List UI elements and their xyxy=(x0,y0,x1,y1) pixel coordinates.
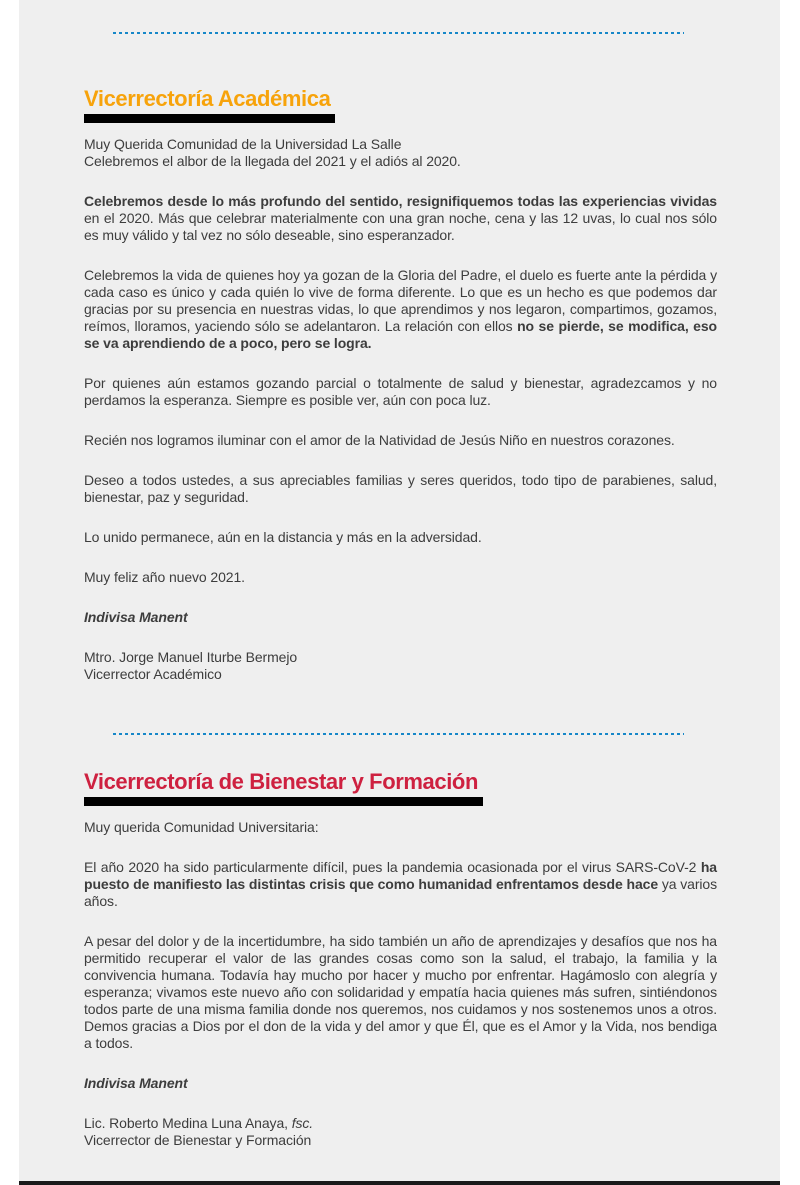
text-run: Vicerrector Académico xyxy=(84,666,222,682)
section-vicerrectoria-academica xyxy=(19,34,780,683)
paragraph xyxy=(84,859,717,910)
section-body-academica xyxy=(84,136,717,683)
paragraph xyxy=(84,1075,717,1092)
paragraph xyxy=(84,193,717,244)
text-run: Deseo a todos ustedes, a sus apreciables familias y seres queridos, todo tipo de parabienes, salud, bienestar, paz y seguridad. xyxy=(84,472,717,505)
text-run: Recién nos logramos iluminar con el amor de la Natividad de Jesús Niño en nuestros corazones. xyxy=(84,432,675,448)
text-run: ya varios años. xyxy=(84,876,717,909)
section-body-bienestar xyxy=(84,819,717,1149)
paragraph xyxy=(84,933,717,1052)
text-run: en el 2020. Más que celebrar materialmente con una gran noche, cena y las 12 uvas, lo cual nos sólo es muy válido y tal vez no sólo deseable, sino esperanzador. xyxy=(84,210,717,243)
text-run: fsc. xyxy=(291,1115,314,1131)
text-run: Mtro. Jorge Manuel Iturbe Bermejo xyxy=(84,649,298,665)
text-run: El año 2020 ha sido particularmente difícil, pues la pandemia ocasionada por el virus SARS-CoV-2 xyxy=(84,859,701,875)
section-title-academica: Vicerrectoría Académica xyxy=(84,86,331,111)
newsletter-page xyxy=(19,0,780,1185)
paragraph xyxy=(84,609,717,626)
text-run: Por quienes aún estamos gozando parcial o totalmente de salud y bienestar, agradezcamos y no perdamos la esperanza. Siempre es posible ver, aún con poca luz. xyxy=(84,375,717,408)
next-section-top-edge xyxy=(19,1181,780,1185)
paragraph xyxy=(84,649,717,683)
paragraph xyxy=(84,432,717,449)
section-header-bienestar xyxy=(84,770,478,806)
text-run: Muy querida Comunidad Universitaria: xyxy=(84,819,319,835)
paragraph xyxy=(84,136,717,170)
title-underline-bar xyxy=(84,114,335,123)
text-run: no se pierde, se modifica, eso se va aprendiendo de a poco, pero se logra. xyxy=(84,318,717,351)
text-run: Celebremos la vida de quienes hoy ya gozan de la Gloria del Padre, el duelo es fuerte ante la pérdida y cada caso es único y cada quién lo vive de forma diferente. Lo que es un hecho es que podemos dar gracias por su presencia en nuestras vidas, lo que aprendimos y nos legaron, compartimos, gozamos, reímos, lloramos, yaciendo sólo se adelantaron. La relación con ellos xyxy=(84,267,717,334)
text-run: Muy Querida Comunidad de la Universidad La Salle xyxy=(84,136,402,152)
section-header-academica xyxy=(84,87,330,123)
paragraph xyxy=(84,472,717,506)
paragraph xyxy=(84,529,717,546)
section-vicerrectoria-bienestar xyxy=(19,735,780,1149)
text-run: Lic. Roberto Medina Luna Anaya, xyxy=(84,1115,292,1131)
text-run: A pesar del dolor y de la incertidumbre, ha sido también un año de aprendizajes y desafíos que nos ha permitido recuperar el valor de las grandes cosas como son la salud, el trabajo, la familia y la convivencia humana. Todavía hay mucho por hacer y mucho por enfrentar. Hagámoslo con alegría y esperanza; vivamos este nuevo año con solidaridad y empatía hacia quienes más sufren, sintiéndonos todos parte de una misma familia donde nos queremos, nos cuidamos y nos sostenemos unos a otros. Demos gracias a Dios por el don de la vida y del amor y que Él, que es el Amor y la Vida, nos bendiga a todos. xyxy=(84,933,717,1051)
section-title-bienestar: Vicerrectoría de Bienestar y Formación xyxy=(84,769,479,794)
paragraph xyxy=(84,1115,717,1149)
text-run: Indivisa Manent xyxy=(84,1075,188,1091)
text-run: Vicerrector de Bienestar y Formación xyxy=(84,1132,312,1148)
title-underline-bar xyxy=(84,797,483,806)
text-run: Lo unido permanece, aún en la distancia y más en la adversidad. xyxy=(84,529,482,545)
paragraph xyxy=(84,569,717,586)
paragraph xyxy=(84,375,717,409)
paragraph xyxy=(84,267,717,352)
text-run: ha puesto de manifiesto las distintas crisis que como humanidad enfrentamos desde hace xyxy=(84,859,717,892)
paragraph xyxy=(84,819,717,836)
text-run: Celebremos desde lo más profundo del sentido, resignifiquemos todas las experiencias vividas xyxy=(84,193,717,209)
text-run: Muy feliz año nuevo 2021. xyxy=(84,569,245,585)
text-run: Celebremos el albor de la llegada del 2021 y el adiós al 2020. xyxy=(84,153,461,169)
text-run: Indivisa Manent xyxy=(84,609,188,625)
